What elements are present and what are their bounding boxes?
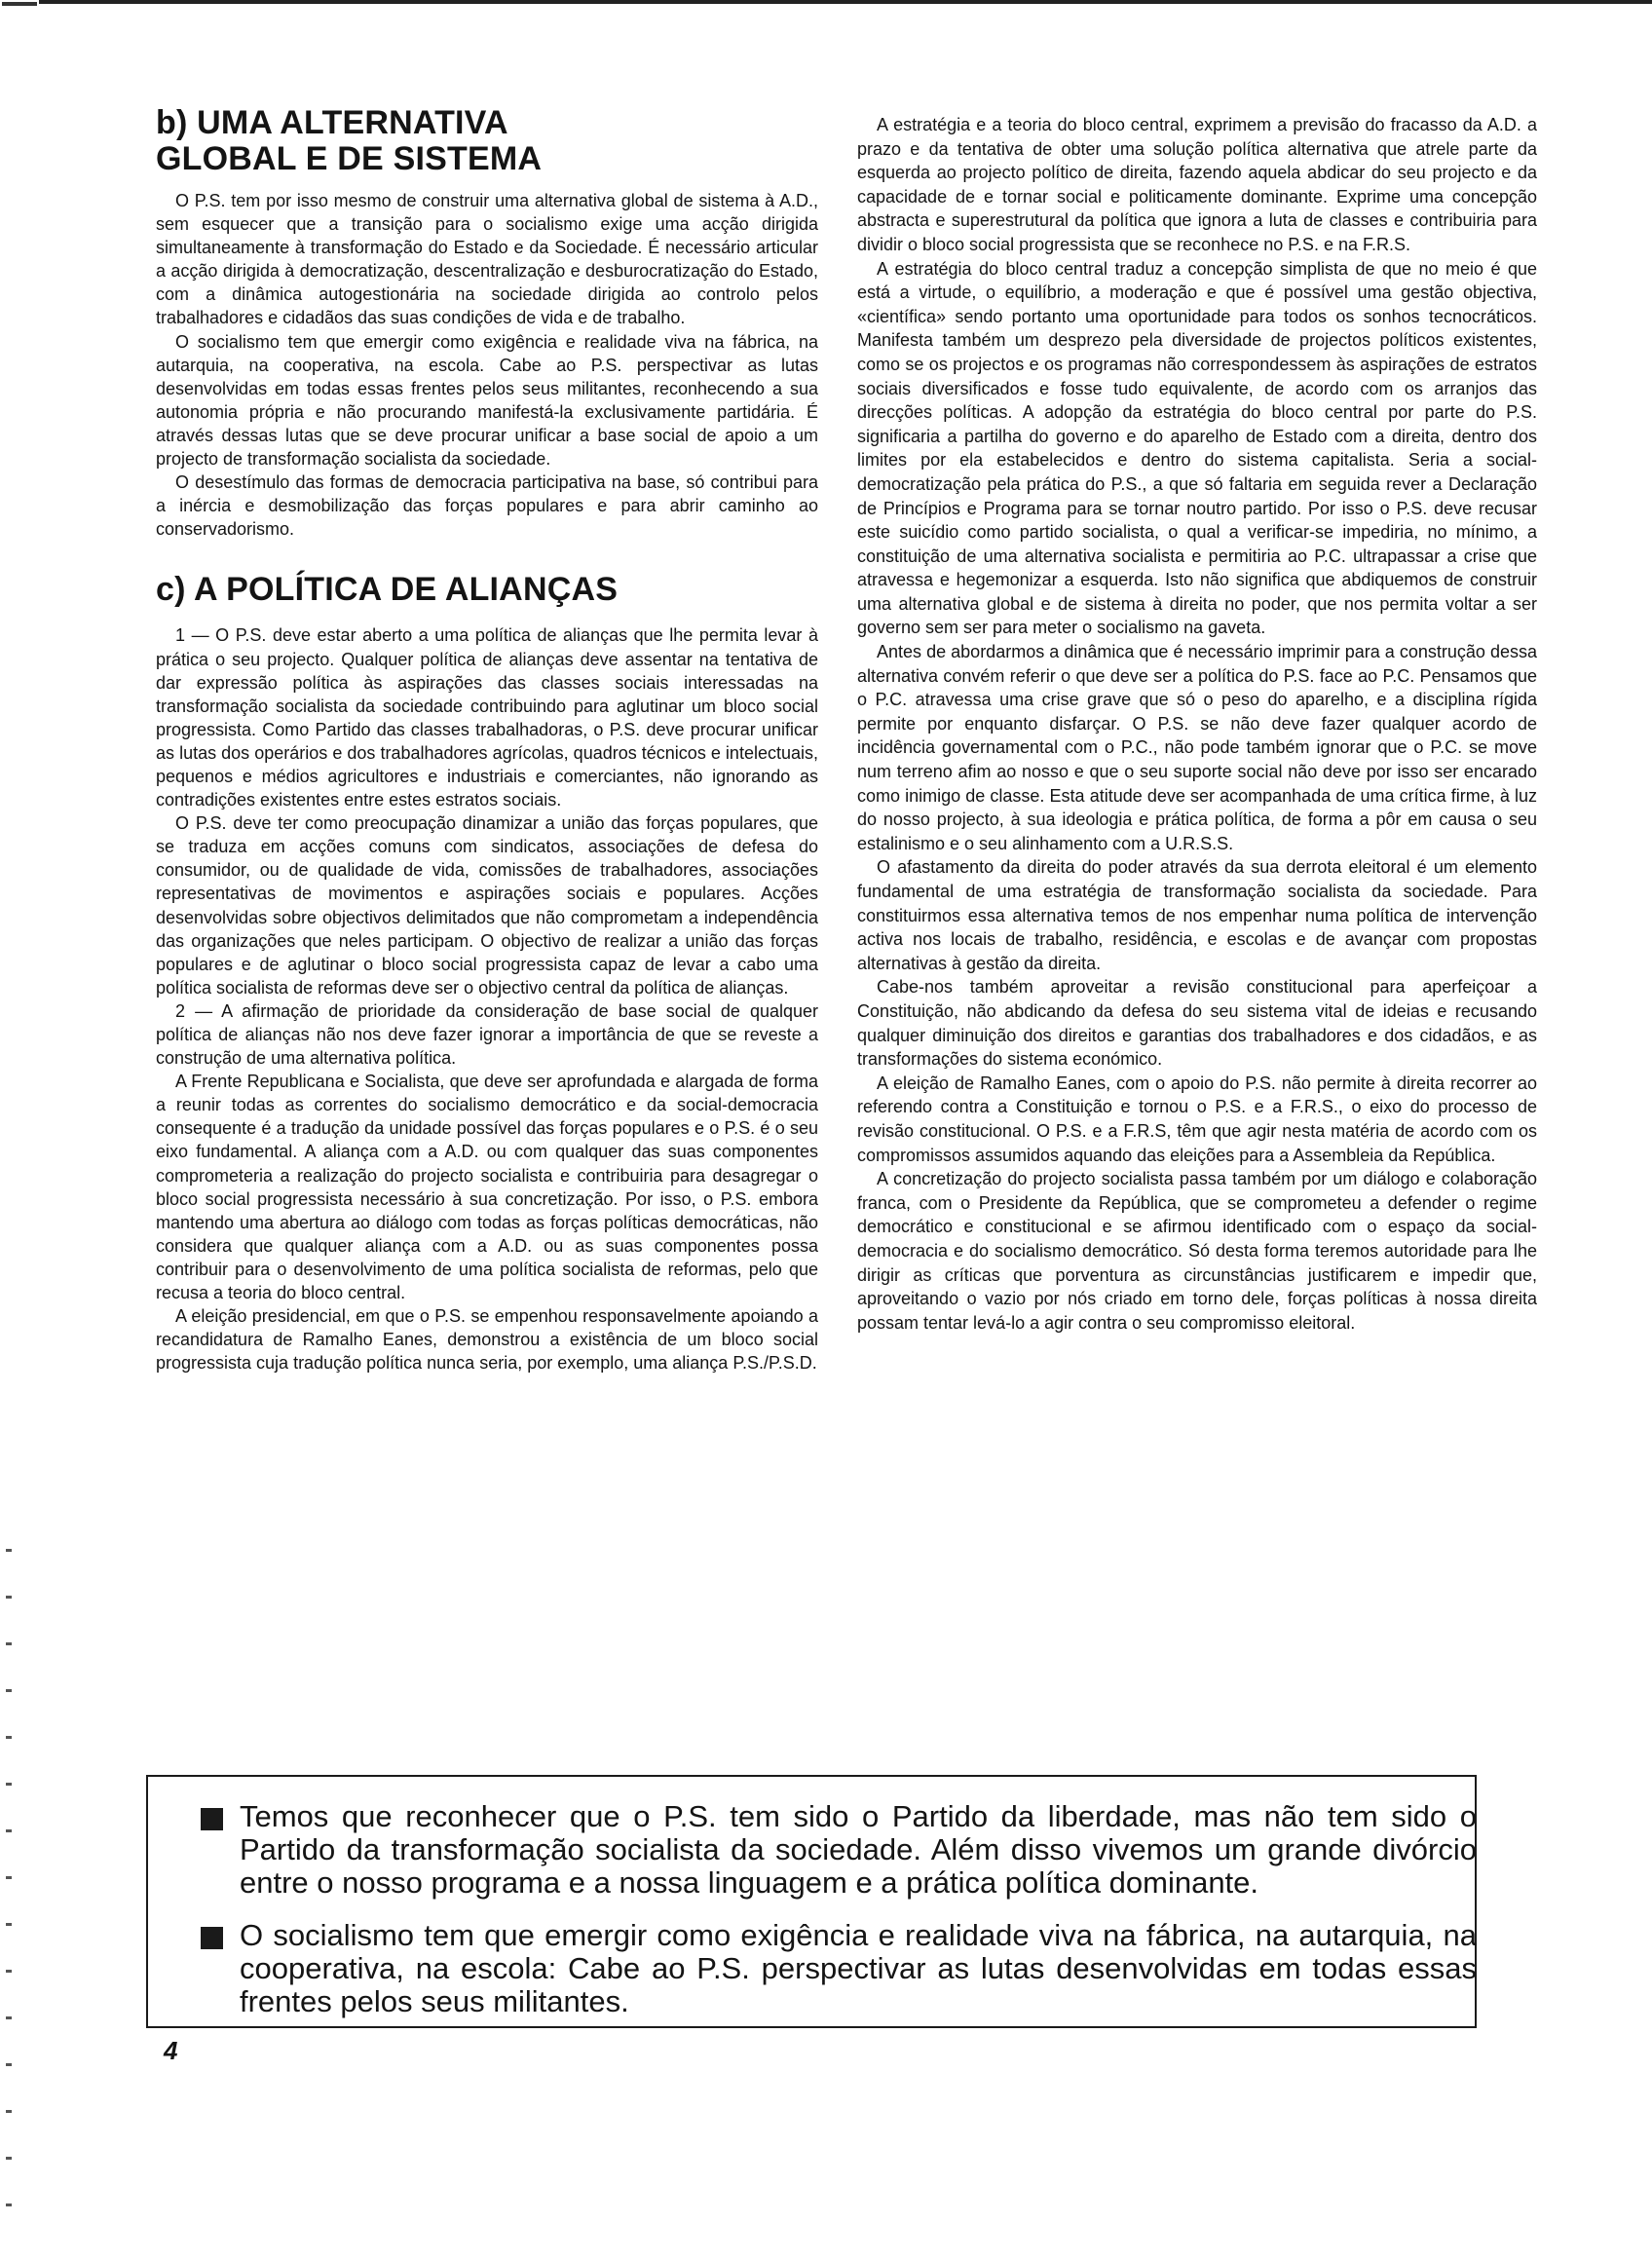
section-c-paragraph: A Frente Republicana e Socialista, que deve ser aprofundada e alargada de forma a reunir todas as correntes do socialismo democrático e da social-democracia consequente é a tradução da unidade possível das forças populares e o P.S. é o seu eixo fundamental. A aliança com a A.D. ou com qualquer das suas componentes comprometeria a realização do projecto socialista e contribuiria para desagregar o bloco social progressista necessário à sua concretização. Por isso, o P.S. embora mantendo uma abertura ao diálogo com todas as forças políticas democráticas, não considera que qualquer aliança com a A.D. ou as suas componentes possa contribuir para o desenvolvimento de uma política socialista de reformas, pelo que recusa a teoria do bloco central. (156, 1072, 818, 1303)
right-paragraph: A estratégia do bloco central traduz a concepção simplista de que no meio é que está a virtude, o equilíbrio, a moderação e que é possível uma gestão objectiva, «científica» sendo portanto uma oportunidade para todos os sonhos tecnocráticos. Manifesta também um desprezo pela diversidade de projectos políticos existentes, como se os projectos e os programas não correspondessem às aspirações de estratos sociais diversificados e fosse tudo equivalente, de acordo com os arranjos das direcções políticas. A adopção da estratégia do bloco central por parte do P.S. significaria a partilha do governo e do aparelho de Estado com a direita, dentro dos limites por ela estabelecidos e dentro do sistema capitalista. Seria a social-democratização pela prática do P.S., a que só faltaria em seguida rever a Declaração de Princípios e Programa para se tornar noutro partido. Por isso o P.S. deve recusar este suicídio como partido socialista, o qual a verificar-se impediria, no mínimo, a constituição de uma alternativa socialista e permitiria ao P.C. ultrapassar a crise que atravessa e hegemonizar a esquerda. Isto não significa que abdiquemos de construir uma alternativa global e de sistema à direita no poder, que nos permita voltar a ser governo sem ser para meter o socialismo na gaveta. (857, 258, 1537, 638)
right-paragraph: Antes de abordarmos a dinâmica que é necessário imprimir para a construção dessa alternativa convém referir o que deve ser a política do P.S. face ao P.C. Pensamos que o P.C. atravessa uma crise grave que só o peso do aparelho, e a disciplina rígida permite por enquanto disfarçar. O P.S. se não deve fazer qualquer acordo de incidência governamental com o P.C., não pode também ignorar que o P.C. se move num terreno afim ao nosso e que o seu suporte social não deve por isso ser encarado como inimigo de classe. Esta atitude deve ser acompanhada de uma crítica firme, à luz do nosso projecto, à sua ideologia e prática política, de forma a pôr em causa o seu estalinismo e o seu alinhamento com a U.R.S.S. (857, 642, 1537, 853)
section-b-paragraph: O desestímulo das formas de democracia participativa na base, só contribui para a inércia e desmobilização das forças populares e para abrir caminho ao conservadorismo. (156, 472, 818, 540)
section-c-paragraph: O P.S. deve ter como preocupação dinamizar a união das forças populares, que se traduza em acções comuns com sindicatos, associações de defesa do consumidor, ou de qualidade de vida, comissões de trabalhadores, associações representativas de movimentos e aspirações sociais e populares. Acções desenvolvidas sobre objectivos delimitados que não comprometam a independência das organizações que neles participam. O objectivo de realizar a união das forças populares e de aglutinar o bloco social progressista capaz de levar a cabo uma política socialista de reformas deve ser o objectivo central da política de alianças. (156, 813, 818, 998)
section-c-paragraph: 1 — O P.S. deve estar aberto a uma política de alianças que lhe permita levar à prática o seu projecto. Qualquer política de alianças deve assentar na tentativa de dar expressão política às aspirações das classes sociais interessadas na transformação socialista da sociedade contribuindo para aglutinar um bloco social progressista. Como Partido das classes trabalhadoras, o P.S. deve procurar unificar as lutas dos operários e dos trabalhadores agrícolas, quadros técnicos e intelectuais, pequenos e médios agricultores e industriais e comerciantes, não ignorando as contradições existentes entre estes estratos sociais. (156, 625, 818, 810)
callout-text: Temos que reconhecer que o P.S. tem sido o Partido da liberdade, mas não tem sido o Partido da transformação socialista da sociedade. Além disso vivemos um grande divórcio entre o nosso programa e a nossa linguagem e a prática política dominante. (240, 1799, 1477, 1900)
right-paragraph: A eleição de Ramalho Eanes, com o apoio do P.S. não permite à direita recorrer ao referendo contra a Constituição e tornou o P.S. e a F.R.S., o eixo do processo de revisão constitucional. O P.S. e a F.R.S, têm que agir nesta matéria de acordo com os compromissos assumidos aquando das eleições para a Assembleia da República. (857, 1073, 1537, 1165)
scan-edge-marks (6, 1549, 12, 2231)
page-number: 4 (164, 2036, 178, 2065)
section-b-title-line2: GLOBAL E DE SISTEMA (156, 140, 543, 177)
right-paragraph: A estratégia e a teoria do bloco central, exprimem a previsão do fracasso da A.D. a prazo e da tentativa de obter uma solução política alternativa que atrele parte da esquerda ao projecto político de direita, fazendo aquela abdicar do seu projecto e da capacidade de e tornar social e politicamente dominante. Exprime uma concepção abstracta e superestrutural da política que ignora a luta de classes e contribuiria para dividir o bloco social progressista que se reconhece no P.S. e na F.R.S. (857, 115, 1537, 254)
callout-text: O socialismo tem que emergir como exigência e realidade viva na fábrica, na autarquia, na cooperativa, na escola: Cabe ao P.S. perspectivar as lutas desenvolvidas em todas essas frentes pelos seus militantes. (240, 1918, 1477, 2018)
section-b-heading (156, 105, 818, 177)
section-c-paragraph: 2 — A afirmação de prioridade da consideração de base social de qualquer política de alianças não nos deve fazer ignorar a importância de que se reveste a construção de uma alternativa política. (156, 1000, 818, 1069)
right-paragraph: O afastamento da direita do poder através da sua derrota eleitoral é um elemento fundamental de uma estratégia de transformação socialista da sociedade. Para constituirmos essa alternativa temos de nos empenhar numa política de intervenção activa nos locais de trabalho, residência, e escolas e de avançar com propostas alternativas à gestão da direita. (857, 857, 1537, 973)
top-rule (39, 0, 1652, 4)
highlight-box (146, 1775, 1477, 2028)
square-bullet-icon (201, 1927, 223, 1949)
callout-item (201, 1800, 1477, 1900)
section-b-title-line1: b) UMA ALTERNATIVA (156, 104, 508, 141)
section-c-paragraph: A eleição presidencial, em que o P.S. se empenhou responsavelmente apoiando a recandidatura de Ramalho Eanes, demonstrou a existência de um bloco social progressista cuja tradução política nunca seria, por exemplo, uma aliança P.S./P.S.D. (156, 1306, 818, 1374)
right-column (857, 113, 1537, 1335)
right-paragraph: Cabe-nos também aproveitar a revisão constitucional para aperfeiçoar a Constituição, não abdicando da defesa do seu sistema vital de ideias e recusando qualquer diminuição dos direitos e garantias dos trabalhadores e dos cidadãos, e as transformações do sistema económico. (857, 977, 1537, 1070)
section-b-paragraph: O socialismo tem que emergir como exigência e realidade viva na fábrica, na autarquia, na cooperativa, na escola. Cabe ao P.S. perspectivar as lutas desenvolvidas em todas essas frentes pelos seus militantes, reconhecendo a sua autonomia própria e não procurando manifestá-la exclusivamente partidária. É através dessas lutas que se deve procurar unificar a base social de apoio a um projecto de transformação socialista da sociedade. (156, 331, 818, 470)
left-column (156, 105, 818, 1375)
section-b-paragraph: O P.S. tem por isso mesmo de construir uma alternativa global de sistema à A.D., sem esquecer que a transição para o socialismo exige uma acção dirigida simultaneamente à transformação do Estado e da Sociedade. É necessário articular a acção dirigida à democratização, descentralização e desburocratização do Estado, com a dinâmica autogestionária na sociedade dirigida ao controlo pelos trabalhadores e cidadãos das suas condições de vida e de trabalho. (156, 191, 818, 328)
square-bullet-icon (201, 1808, 223, 1830)
callout-item (201, 1919, 1477, 2018)
corner-mark (2, 2, 37, 21)
right-paragraph: A concretização do projecto socialista passa também por um diálogo e colaboração franca, com o Presidente da República, que se comprometeu a defender o regime democrático e constitucional e se afirmou identificado com o espaço da social-democracia e do socialismo democrático. Só desta forma teremos autoridade para lhe dirigir as críticas que porventura as circunstâncias justificarem e impedir que, aproveitando o vazio por nós criado em torno dele, forças políticas à nossa direita possam tentar levá-lo a agir contra o seu compromisso eleitoral. (857, 1169, 1537, 1333)
section-c-heading: c) A POLÍTICA DE ALIANÇAS (156, 571, 619, 609)
